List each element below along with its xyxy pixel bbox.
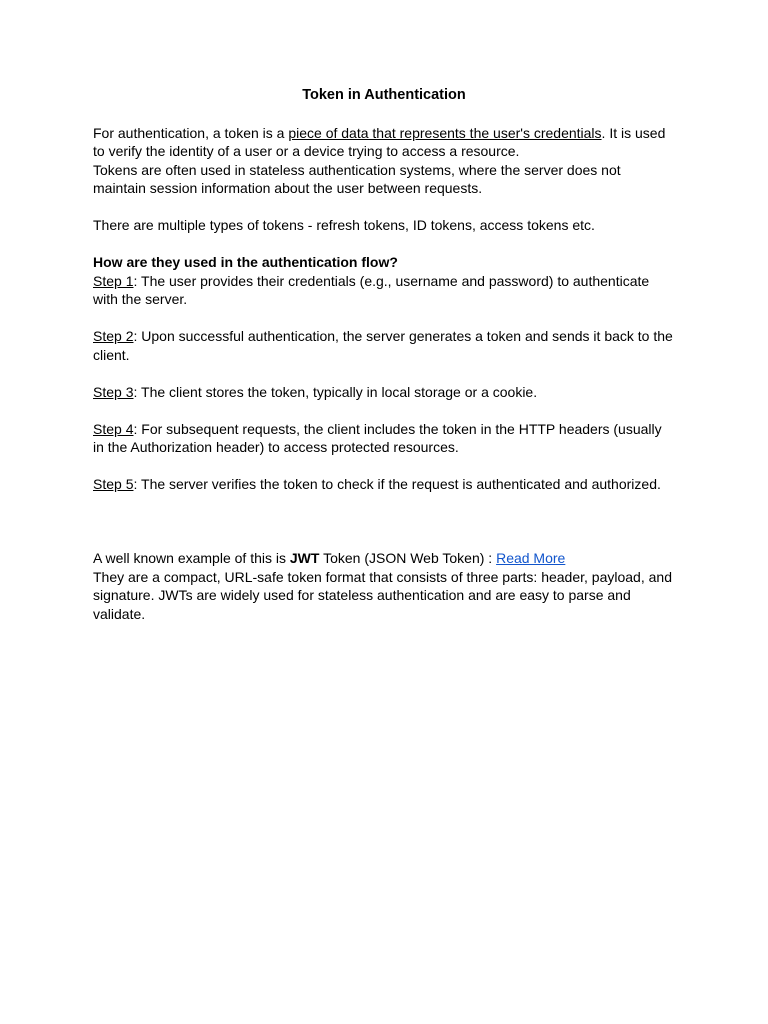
token-types-paragraph: There are multiple types of tokens - refresh tokens, ID tokens, access tokens etc. [93, 217, 595, 233]
step-text: : For subsequent requests, the client includes the token in the HTTP headers (usually in the Authorization header) to access protected resources. [93, 420, 662, 455]
step-label: Step 4 [93, 420, 134, 437]
intro-text-continued: . It is used to verify the identity of a user or a device trying to access a resource. [93, 124, 666, 159]
step-text: : The server verifies the token to check if the request is authenticated and authorized. [133, 476, 661, 492]
intro-paragraph [93, 124, 675, 161]
jwt-description: They are a compact, URL-safe token format that consists of three parts: header, payload, and signature. JWTs are widely used for stateless authentication and are easy to parse and validate. [93, 568, 672, 622]
jwt-bold: JWT [289, 550, 320, 566]
step-text: : Upon successful authentication, the server generates a token and sends it back to the client. [93, 328, 673, 363]
document-page [93, 86, 675, 623]
read-more-link[interactable]: Read More [496, 550, 566, 566]
step-label: Step 3 [93, 383, 134, 400]
stateless-paragraph: Tokens are often used in stateless authentication systems, where the server does not maintain session information about the user between requests. [93, 161, 621, 196]
step-label: Step 1 [93, 272, 134, 289]
step-item [93, 383, 675, 402]
intro-underlined-phrase: piece of data that represents the user's credentials [288, 124, 602, 141]
intro-text: For authentication, a token is a [93, 124, 289, 141]
document-title: Token in Authentication [302, 87, 466, 103]
step-item [93, 272, 675, 309]
step-item [93, 475, 675, 494]
step-item [93, 327, 675, 364]
jwt-paragraph [93, 549, 675, 568]
step-label: Step 5 [93, 476, 134, 492]
step-text: : The client stores the token, typically in local storage or a cookie. [133, 383, 538, 400]
step-text: : The user provides their credentials (e.g., username and password) to authenticate with the server. [93, 272, 650, 307]
step-label: Step 2 [93, 328, 134, 344]
step-item [93, 420, 675, 457]
jwt-suffix: Token (JSON Web Token) : [319, 550, 497, 566]
flow-heading: How are they used in the authentication flow? [93, 254, 398, 270]
jwt-prefix: A well known example of this is [93, 550, 290, 566]
